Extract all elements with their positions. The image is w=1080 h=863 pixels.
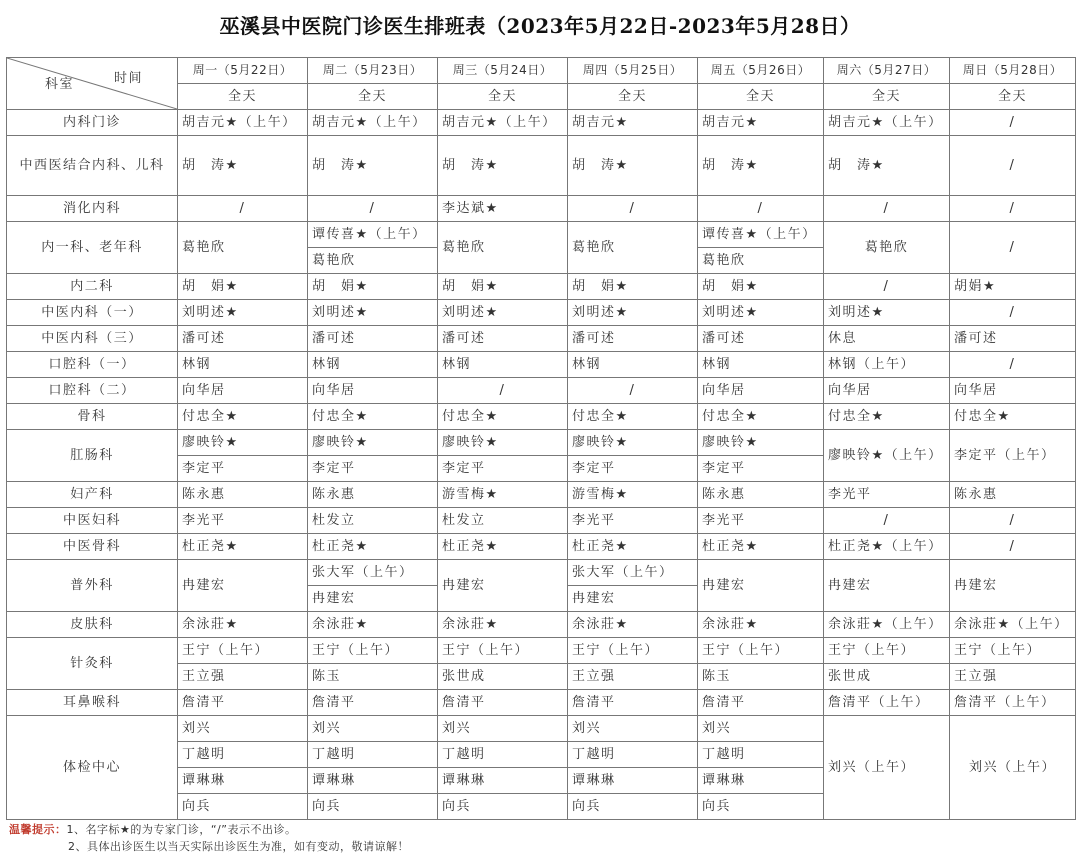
schedule-cell: 刘明述★ xyxy=(178,300,308,326)
schedule-cell: 余泳莊★ xyxy=(178,612,308,638)
schedule-cell: 胡 娟★ xyxy=(308,274,438,300)
schedule-cell: 向兵 xyxy=(438,794,568,820)
table-row xyxy=(7,690,1076,716)
schedule-cell: 冉建宏 xyxy=(178,560,308,612)
schedule-cell: 李定平 xyxy=(308,456,438,482)
table-row xyxy=(7,638,1076,664)
schedule-cell: 王宁（上午） xyxy=(178,638,308,664)
schedule-cell: 潘可述 xyxy=(950,326,1076,352)
schedule-cell: 谭传喜★（上午） xyxy=(308,222,438,248)
schedule-cell: 胡吉元★（上午） xyxy=(178,110,308,136)
table-row xyxy=(7,404,1076,430)
schedule-cell: / xyxy=(568,378,698,404)
schedule-cell: 丁越明 xyxy=(698,742,824,768)
day-header: 周日（5月28日） xyxy=(950,58,1076,84)
schedule-cell: 陈永惠 xyxy=(950,482,1076,508)
schedule-cell: 付忠全★ xyxy=(178,404,308,430)
table-row xyxy=(7,482,1076,508)
schedule-cell: 王立强 xyxy=(178,664,308,690)
schedule-cell: 葛艳欣 xyxy=(824,222,950,274)
schedule-cell: 余泳莊★ xyxy=(308,612,438,638)
schedule-cell: / xyxy=(950,110,1076,136)
schedule-cell: 冉建宏 xyxy=(568,586,698,612)
schedule-cell: 刘兴 xyxy=(308,716,438,742)
schedule-cell: 杜发立 xyxy=(438,508,568,534)
schedule-cell: 谭琳琳 xyxy=(178,768,308,794)
schedule-cell: 向兵 xyxy=(698,794,824,820)
schedule-cell: 潘可述 xyxy=(568,326,698,352)
schedule-cell: 李定平 xyxy=(698,456,824,482)
schedule-cell: / xyxy=(950,508,1076,534)
schedule-cell: 葛艳欣 xyxy=(178,222,308,274)
schedule-cell: 潘可述 xyxy=(698,326,824,352)
day-header: 周五（5月26日） xyxy=(698,58,824,84)
schedule-cell: 李达斌★ xyxy=(438,196,568,222)
schedule-cell: 胡 娟★ xyxy=(438,274,568,300)
schedule-cell: 丁越明 xyxy=(568,742,698,768)
schedule-cell: 杜正尧★ xyxy=(178,534,308,560)
schedule-cell: 刘明述★ xyxy=(824,300,950,326)
schedule-cell: 谭琳琳 xyxy=(698,768,824,794)
schedule-cell: 胡 涛★ xyxy=(568,136,698,196)
schedule-cell: 冉建宏 xyxy=(698,560,824,612)
schedule-cell: 谭传喜★（上午） xyxy=(698,222,824,248)
schedule-cell: 林钢 xyxy=(568,352,698,378)
schedule-cell: 向兵 xyxy=(178,794,308,820)
day-header: 周二（5月23日） xyxy=(308,58,438,84)
schedule-cell: 李定平 xyxy=(438,456,568,482)
schedule-cell: 张世成 xyxy=(824,664,950,690)
schedule-cell: 胡 涛★ xyxy=(698,136,824,196)
schedule-cell: 向华居 xyxy=(698,378,824,404)
schedule-cell: 李光平 xyxy=(824,482,950,508)
day-header: 周一（5月22日） xyxy=(178,58,308,84)
day-header: 周六（5月27日） xyxy=(824,58,950,84)
dept-cell: 内二科 xyxy=(7,274,178,300)
schedule-cell: 林钢 xyxy=(438,352,568,378)
session-header: 全天 xyxy=(824,84,950,110)
schedule-cell: 胡吉元★（上午） xyxy=(438,110,568,136)
schedule-cell: 杜正尧★ xyxy=(568,534,698,560)
schedule-cell: / xyxy=(950,352,1076,378)
schedule-cell: 谭琳琳 xyxy=(568,768,698,794)
schedule-cell: / xyxy=(698,196,824,222)
dept-cell: 中医内科（三） xyxy=(7,326,178,352)
schedule-cell: 谭琳琳 xyxy=(308,768,438,794)
schedule-cell: 刘明述★ xyxy=(308,300,438,326)
schedule-cell: 冉建宏 xyxy=(950,560,1076,612)
schedule-cell: 余泳莊★ xyxy=(698,612,824,638)
dept-cell: 口腔科（一） xyxy=(7,352,178,378)
dept-cell: 妇产科 xyxy=(7,482,178,508)
schedule-cell: 王宁（上午） xyxy=(308,638,438,664)
schedule-cell: 冉建宏 xyxy=(308,586,438,612)
schedule-cell: / xyxy=(568,196,698,222)
schedule-cell: 向华居 xyxy=(824,378,950,404)
header-corner-cell xyxy=(7,58,178,110)
schedule-cell: 杜发立 xyxy=(308,508,438,534)
schedule-cell: 李光平 xyxy=(698,508,824,534)
schedule-cell: 李定平 xyxy=(568,456,698,482)
dept-cell: 体检中心 xyxy=(7,716,178,820)
schedule-cell: 向华居 xyxy=(950,378,1076,404)
table-row xyxy=(7,352,1076,378)
schedule-cell: 杜正尧★ xyxy=(308,534,438,560)
schedule-cell: 杜正尧★ xyxy=(438,534,568,560)
schedule-cell: 向华居 xyxy=(178,378,308,404)
schedule-cell: 付忠全★ xyxy=(568,404,698,430)
schedule-cell: 潘可述 xyxy=(308,326,438,352)
schedule-cell: 刘兴 xyxy=(698,716,824,742)
schedule-cell: / xyxy=(824,508,950,534)
dept-cell: 内科门诊 xyxy=(7,110,178,136)
schedule-cell: 付忠全★ xyxy=(824,404,950,430)
corner-diagonal xyxy=(7,58,177,109)
page-title: 巫溪县中医院门诊医生排班表（2023年5月22日-2023年5月28日） xyxy=(219,14,861,38)
schedule-cell: 刘兴（上午） xyxy=(950,716,1076,820)
schedule-cell: / xyxy=(824,274,950,300)
schedule-cell: 王立强 xyxy=(950,664,1076,690)
schedule-cell: 胡吉元★（上午） xyxy=(824,110,950,136)
schedule-cell: 詹清平 xyxy=(438,690,568,716)
schedule-cell: 李光平 xyxy=(178,508,308,534)
session-header: 全天 xyxy=(438,84,568,110)
schedule-cell: 刘兴（上午） xyxy=(824,716,950,820)
dept-cell: 口腔科（二） xyxy=(7,378,178,404)
table-row xyxy=(7,222,1076,248)
note-line-1 xyxy=(9,823,296,837)
schedule-cell: / xyxy=(950,534,1076,560)
schedule-cell: 李定平（上午） xyxy=(950,430,1076,482)
schedule-cell: / xyxy=(950,196,1076,222)
dept-cell: 中西医结合内科、儿科 xyxy=(7,136,178,196)
schedule-cell: 葛艳欣 xyxy=(438,222,568,274)
schedule-cell: 休息 xyxy=(824,326,950,352)
schedule-cell: / xyxy=(950,300,1076,326)
schedule-cell: 林钢 xyxy=(698,352,824,378)
schedule-cell: 付忠全★ xyxy=(438,404,568,430)
session-header: 全天 xyxy=(308,84,438,110)
schedule-cell: 向兵 xyxy=(308,794,438,820)
dept-cell: 针灸科 xyxy=(7,638,178,690)
schedule-cell: 胡 涛★ xyxy=(438,136,568,196)
schedule-cell: 詹清平 xyxy=(308,690,438,716)
day-header: 周四（5月25日） xyxy=(568,58,698,84)
schedule-cell: 付忠全★ xyxy=(950,404,1076,430)
schedule-cell: 冉建宏 xyxy=(438,560,568,612)
schedule-cell: 詹清平（上午） xyxy=(950,690,1076,716)
schedule-cell: 廖映铃★（上午） xyxy=(824,430,950,482)
schedule-cell: 陈永惠 xyxy=(698,482,824,508)
dept-cell: 中医骨科 xyxy=(7,534,178,560)
schedule-cell: 廖映铃★ xyxy=(308,430,438,456)
schedule-cell: 刘明述★ xyxy=(438,300,568,326)
dept-cell: 皮肤科 xyxy=(7,612,178,638)
schedule-cell: 葛艳欣 xyxy=(568,222,698,274)
schedule-cell: 李光平 xyxy=(568,508,698,534)
schedule-cell: 胡 娟★ xyxy=(568,274,698,300)
table-row xyxy=(7,534,1076,560)
schedule-table xyxy=(6,57,1076,820)
schedule-cell: 刘明述★ xyxy=(568,300,698,326)
schedule-cell: 王宁（上午） xyxy=(568,638,698,664)
schedule-cell: 陈玉 xyxy=(698,664,824,690)
schedule-cell: 刘明述★ xyxy=(698,300,824,326)
schedule-cell: 詹清平 xyxy=(568,690,698,716)
schedule-cell: 林钢 xyxy=(308,352,438,378)
table-row xyxy=(7,196,1076,222)
schedule-cell: 胡吉元★ xyxy=(568,110,698,136)
schedule-cell: 葛艳欣 xyxy=(698,248,824,274)
dept-cell: 内一科、老年科 xyxy=(7,222,178,274)
dept-cell: 骨科 xyxy=(7,404,178,430)
schedule-cell: 张大军（上午） xyxy=(568,560,698,586)
schedule-cell: 付忠全★ xyxy=(308,404,438,430)
schedule-cell: / xyxy=(824,196,950,222)
schedule-cell: 潘可述 xyxy=(178,326,308,352)
session-header: 全天 xyxy=(568,84,698,110)
schedule-cell: 廖映铃★ xyxy=(568,430,698,456)
table-row xyxy=(7,508,1076,534)
session-header: 全天 xyxy=(178,84,308,110)
schedule-cell: / xyxy=(308,196,438,222)
schedule-cell: 丁越明 xyxy=(438,742,568,768)
schedule-cell: 胡吉元★ xyxy=(698,110,824,136)
table-row xyxy=(7,378,1076,404)
schedule-cell: 刘兴 xyxy=(438,716,568,742)
schedule-cell: 潘可述 xyxy=(438,326,568,352)
table-row xyxy=(7,560,1076,586)
schedule-cell: 丁越明 xyxy=(308,742,438,768)
table-row xyxy=(7,300,1076,326)
schedule-cell: / xyxy=(950,222,1076,274)
corner-time-label: 时间 xyxy=(113,71,143,86)
dept-cell: 中医妇科 xyxy=(7,508,178,534)
schedule-cell: 游雪梅★ xyxy=(438,482,568,508)
schedule-cell: 胡娟★ xyxy=(950,274,1076,300)
schedule-cell: 胡 涛★ xyxy=(308,136,438,196)
schedule-cell: 王宁（上午） xyxy=(824,638,950,664)
schedule-cell: 杜正尧★（上午） xyxy=(824,534,950,560)
schedule-cell: 陈永惠 xyxy=(178,482,308,508)
schedule-cell: 张世成 xyxy=(438,664,568,690)
schedule-cell: / xyxy=(178,196,308,222)
schedule-cell: 付忠全★ xyxy=(698,404,824,430)
schedule-cell: 詹清平 xyxy=(178,690,308,716)
header-row-days xyxy=(7,58,1076,84)
schedule-cell: 丁越明 xyxy=(178,742,308,768)
note-text-1: 1、名字标★的为专家门诊，“/”表示不出诊。 xyxy=(66,823,297,836)
schedule-cell: 胡 涛★ xyxy=(824,136,950,196)
schedule-cell: 廖映铃★ xyxy=(698,430,824,456)
dept-cell: 普外科 xyxy=(7,560,178,612)
schedule-cell: 胡 娟★ xyxy=(698,274,824,300)
schedule-cell: 王宁（上午） xyxy=(438,638,568,664)
note-line-2: 2、具体出诊医生以当天实际出诊医生为准，如有变动，敬请谅解！ xyxy=(68,840,409,853)
table-row xyxy=(7,716,1076,742)
schedule-cell: 葛艳欣 xyxy=(308,248,438,274)
session-header: 全天 xyxy=(950,84,1076,110)
schedule-cell: 向华居 xyxy=(308,378,438,404)
schedule-cell: 游雪梅★ xyxy=(568,482,698,508)
schedule-cell: 余泳莊★ xyxy=(438,612,568,638)
schedule-cell: 刘兴 xyxy=(178,716,308,742)
schedule-cell: 林钢（上午） xyxy=(824,352,950,378)
schedule-cell: 詹清平（上午） xyxy=(824,690,950,716)
table-row xyxy=(7,430,1076,456)
schedule-cell: / xyxy=(950,136,1076,196)
schedule-cell: 胡吉元★（上午） xyxy=(308,110,438,136)
schedule-cell: 胡 涛★ xyxy=(178,136,308,196)
dept-cell: 消化内科 xyxy=(7,196,178,222)
schedule-cell: / xyxy=(438,378,568,404)
schedule-cell: 廖映铃★ xyxy=(438,430,568,456)
dept-cell: 肛肠科 xyxy=(7,430,178,482)
schedule-cell: 王立强 xyxy=(568,664,698,690)
schedule-cell: 余泳莊★（上午） xyxy=(950,612,1076,638)
note-label: 温馨提示： xyxy=(9,823,67,836)
schedule-cell: 林钢 xyxy=(178,352,308,378)
schedule-cell: 向兵 xyxy=(568,794,698,820)
table-row xyxy=(7,612,1076,638)
schedule-cell: 詹清平 xyxy=(698,690,824,716)
schedule-cell: 杜正尧★ xyxy=(698,534,824,560)
schedule-cell: 余泳莊★（上午） xyxy=(824,612,950,638)
dept-cell: 中医内科（一） xyxy=(7,300,178,326)
table-row xyxy=(7,326,1076,352)
table-row xyxy=(7,274,1076,300)
schedule-cell: 廖映铃★ xyxy=(178,430,308,456)
schedule-cell: 王宁（上午） xyxy=(950,638,1076,664)
schedule-cell: 刘兴 xyxy=(568,716,698,742)
session-header: 全天 xyxy=(698,84,824,110)
table-row xyxy=(7,136,1076,196)
schedule-cell: 陈玉 xyxy=(308,664,438,690)
dept-cell: 耳鼻喉科 xyxy=(7,690,178,716)
corner-dept-label: 科室 xyxy=(45,77,75,92)
schedule-cell: 李定平 xyxy=(178,456,308,482)
schedule-cell: 谭琳琳 xyxy=(438,768,568,794)
table-row xyxy=(7,110,1076,136)
schedule-cell: 冉建宏 xyxy=(824,560,950,612)
day-header: 周三（5月24日） xyxy=(438,58,568,84)
schedule-cell: 王宁（上午） xyxy=(698,638,824,664)
schedule-cell: 张大军（上午） xyxy=(308,560,438,586)
schedule-cell: 陈永惠 xyxy=(308,482,438,508)
schedule-cell: 胡 娟★ xyxy=(178,274,308,300)
schedule-cell: 余泳莊★ xyxy=(568,612,698,638)
